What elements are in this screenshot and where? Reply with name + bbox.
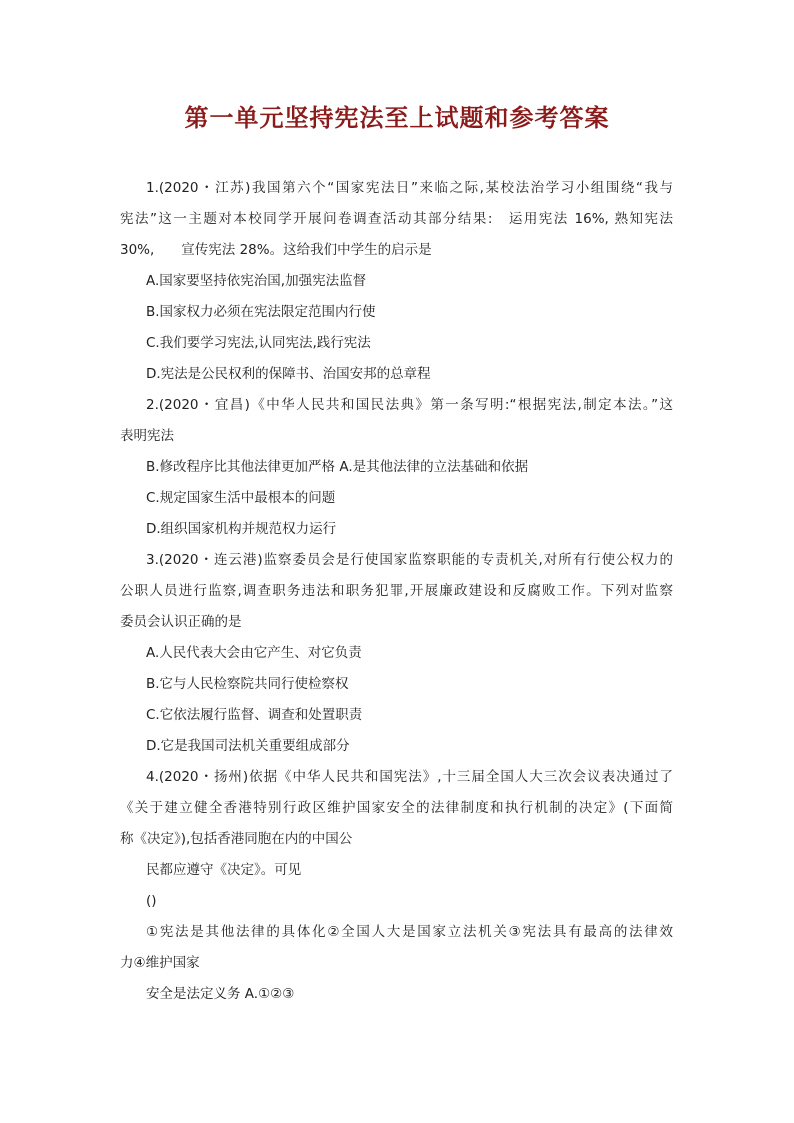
text-line: 3.(2020・连云港)监察委员会是行使国家监察职能的专责机关,对所有行使公权力的 <box>146 552 673 568</box>
option-line: B.它与人民检察院共同行使检察权 <box>146 676 349 692</box>
text-line: 委员会认识正确的是 <box>120 614 242 630</box>
text-line: 2.(2020・宜昌)《中华人民共和国民法典》第一条写明:“根据宪法,制定本法。”这 <box>146 397 673 413</box>
text-line: 30%, 宣传宪法 28%。这给我们中学生的启示是 <box>120 242 432 258</box>
option-line: D.它是我国司法机关重要组成部分 <box>146 738 350 754</box>
document-title: 第一单元坚持宪法至上试题和参考答案 <box>184 103 610 132</box>
text-line: 宪法”这一主题对本校同学开展问卷调查活动其部分结果: 运用宪法 16%, 熟知宪法 <box>120 211 673 227</box>
text-line: ①宪法是其他法律的具体化②全国人大是国家立法机关③宪法具有最高的法律效 <box>146 924 673 940</box>
option-line: B.国家权力必须在宪法限定范围内行使 <box>146 304 376 320</box>
option-line: C.它依法履行监督、调查和处置职责 <box>146 707 363 723</box>
text-line: 公职人员进行监察,调查职务违法和职务犯罪,开展廉政建设和反腐败工作。下列对监察 <box>120 583 673 599</box>
text-line: 民都应遵守《决定》。可见 <box>146 862 302 878</box>
text-line: () <box>146 893 157 909</box>
option-line: D.组织国家机构并规范权力运行 <box>146 521 337 537</box>
option-line: A.国家要坚持依宪治国,加强宪法监督 <box>146 273 367 289</box>
option-line: A.人民代表大会由它产生、对它负责 <box>146 645 362 661</box>
option-line: B.修改程序比其他法律更加严格 A.是其他法律的立法基础和依据 <box>146 459 529 475</box>
text-line: 4.(2020・扬州)依据《中华人民共和国宪法》,十三届全国人大三次会议表决通过了 <box>146 769 673 785</box>
text-line: 称《决定》),包括香港同胞在内的中国公 <box>120 831 353 847</box>
text-line: 《关于建立健全香港特别行政区维护国家安全的法律制度和执行机制的决定》(下面简 <box>120 800 673 816</box>
text-line: 表明宪法 <box>120 428 174 444</box>
option-line: C.我们要学习宪法,认同宪法,践行宪法 <box>146 335 371 351</box>
text-line: 力④维护国家 <box>120 955 200 971</box>
option-line: C.规定国家生活中最根本的问题 <box>146 490 336 506</box>
text-line: 安全是法定义务 A.①②③ <box>146 986 295 1002</box>
option-line: D.宪法是公民权利的保障书、治国安邦的总章程 <box>146 366 431 382</box>
text-line: 1.(2020・江苏)我国第六个“国家宪法日”来临之际,某校法治学习小组围绕“我与 <box>146 180 673 196</box>
